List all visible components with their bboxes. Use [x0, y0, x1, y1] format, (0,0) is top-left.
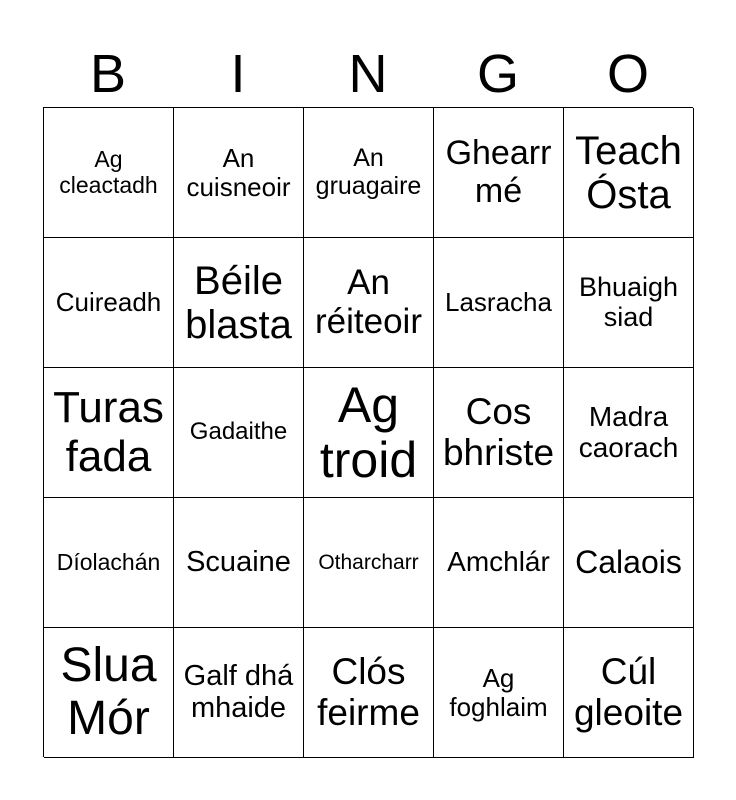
bingo-cell[interactable] [304, 628, 434, 758]
header-letter-o: O [606, 44, 649, 104]
bingo-cell[interactable] [174, 108, 304, 238]
bingo-cell[interactable] [44, 368, 174, 498]
bingo-cell[interactable] [564, 238, 694, 368]
bingo-card [43, 107, 693, 757]
header-letter-b: B [89, 44, 127, 104]
cell-text: Gadaithe [189, 418, 288, 446]
cell-text: Turas fada [53, 383, 164, 481]
cell-text: Calaois [575, 543, 682, 580]
cell-text: Ag cleactadh [59, 146, 158, 198]
bingo-cell[interactable] [304, 368, 434, 498]
cell-text: Béile blasta [185, 258, 292, 347]
bingo-cell[interactable] [174, 628, 304, 758]
bingo-cell[interactable] [564, 368, 694, 498]
cell-text: Galf dhá mhaide [183, 659, 294, 724]
bingo-cell[interactable] [564, 108, 694, 238]
header-letter-g: G [476, 44, 519, 104]
bingo-cell[interactable] [564, 498, 694, 628]
cell-text: Díolachán [56, 548, 161, 575]
bingo-cell[interactable] [434, 628, 564, 758]
cell-text: Lasracha [445, 287, 552, 318]
bingo-cell[interactable] [434, 368, 564, 498]
bingo-cell[interactable] [44, 108, 174, 238]
header-letter-i: I [230, 44, 246, 104]
bingo-header [43, 40, 693, 108]
bingo-cell[interactable] [174, 498, 304, 628]
cell-text: Ag foghlaim [449, 662, 548, 722]
cell-text: Ag troid [319, 376, 418, 488]
bingo-cell[interactable] [434, 498, 564, 628]
cell-text: Madra caorach [578, 400, 679, 463]
bingo-cell[interactable] [434, 238, 564, 368]
bingo-cell[interactable] [44, 628, 174, 758]
cell-text: An gruagaire [315, 144, 422, 200]
cell-text: Cuireadh [55, 287, 162, 318]
cell-text: Teach Ósta [575, 128, 682, 217]
bingo-cell[interactable] [304, 498, 434, 628]
bingo-cell[interactable] [564, 628, 694, 758]
bingo-cell[interactable] [434, 108, 564, 238]
bingo-cell[interactable] [174, 368, 304, 498]
cell-text: An réiteoir [315, 263, 422, 341]
cell-text: Clós feirme [317, 650, 420, 733]
cell-text: Amchlár [447, 546, 550, 578]
bingo-cell[interactable] [304, 238, 434, 368]
cell-text: Cos bhriste [442, 390, 555, 473]
cell-text: An cuisneoir [186, 142, 291, 202]
header-letter-n: N [348, 44, 388, 104]
cell-text: Cúl gleoite [573, 650, 684, 733]
cell-text: Ghearr mé [445, 134, 552, 210]
cell-text: Scuaine [186, 545, 291, 578]
bingo-cell[interactable] [304, 108, 434, 238]
bingo-cell[interactable] [174, 238, 304, 368]
bingo-cell[interactable] [44, 498, 174, 628]
cell-text: Bhuaigh siad [578, 271, 679, 332]
bingo-cell[interactable] [44, 238, 174, 368]
cell-text: Slua Mór [60, 638, 157, 745]
cell-text: Otharcharr [318, 550, 419, 574]
